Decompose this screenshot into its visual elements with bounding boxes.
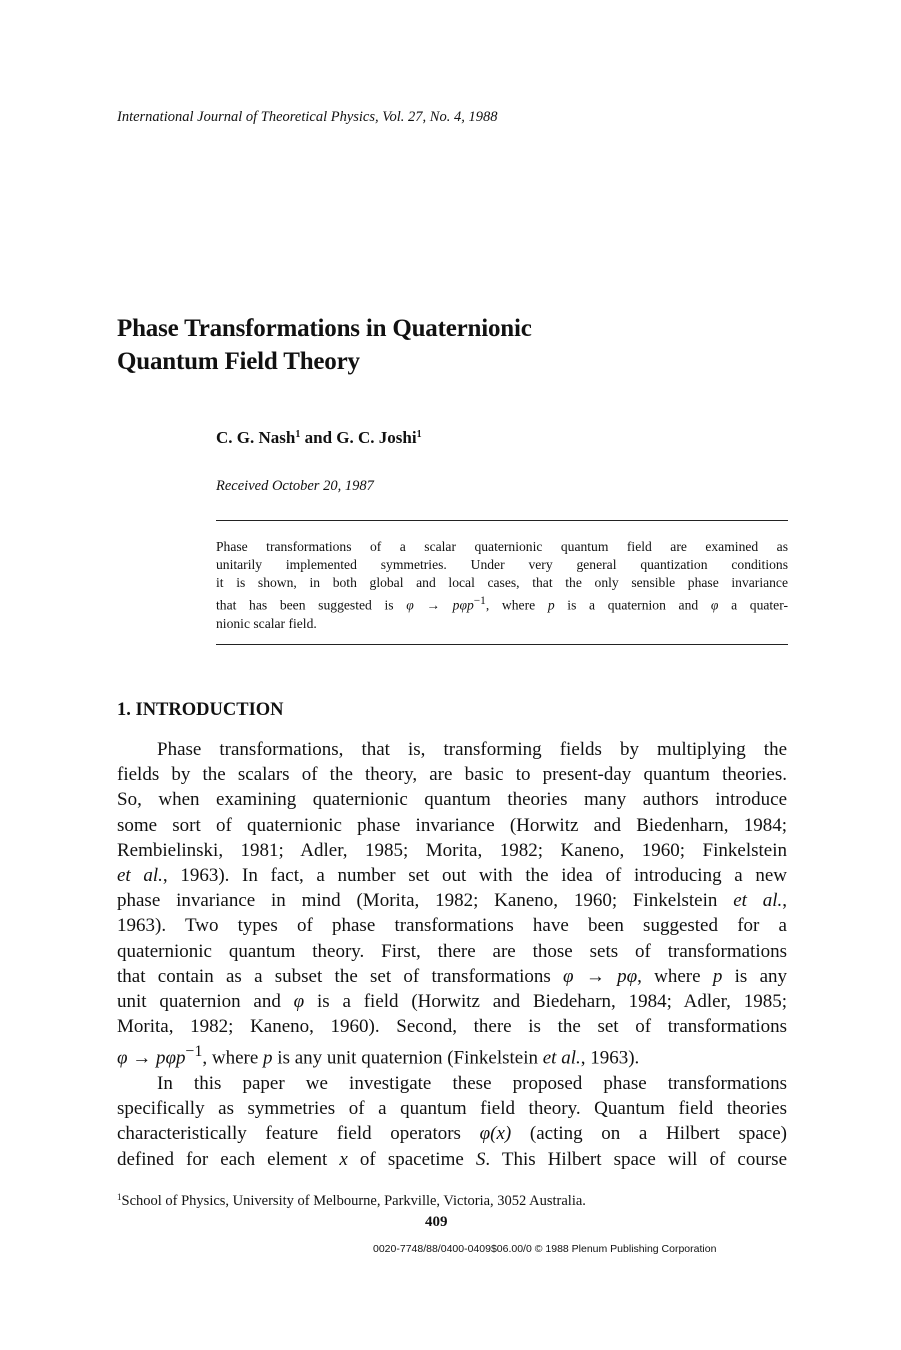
paragraph: In this paper we investigate these proposed phase transformations specifically as symmetries of a quantum field theory. Quantum field theories characteristically feature field operators φ(x) (acting on a Hilbert space) defined for each element x of spacetime S. This Hilbert space will of course [117,1072,788,1170]
abstract-line: that has been suggested is φ → pφp$^{-1}$, where p is a quaternion and φ a quater- [216,595,788,613]
author-conjunction: and [304,428,333,447]
title-line-2: Quantum Field Theory [117,348,360,375]
paper-title [117,312,532,378]
footnote [117,1192,586,1210]
abstract-bottom-rule [216,644,788,645]
copyright-line: 0020-7748/88/0400-0409$06.00/0 © 1988 Plenum Publishing Corporation [373,1243,717,1255]
abstract-line: Phase transformations of a scalar quaternionic quantum field are examined as [216,539,788,554]
title-line-1: Phase Transformations in Quaternionic [117,315,532,342]
abstract-line: it is shown, in both global and local cases, that the only sensible phase invariance [216,575,788,590]
footnote-text: School of Physics, University of Melbourne, Parkville, Victoria, 3052 Australia. [121,1193,586,1209]
math-expression: φ → pφ [563,965,638,987]
page-number: 409 [425,1214,448,1230]
affiliation-mark: 1 [416,429,422,440]
abstract-top-rule [216,520,788,521]
abstract-line: nionic scalar field. [216,615,317,631]
math-symbol: p [547,597,555,613]
author-name: C. G. Nash [216,428,296,447]
footnote-mark: 1 [117,1192,122,1202]
abstract-line: unitarily implemented symmetries. Under very general quantization conditions [216,557,788,572]
journal-citation: International Journal of Theoretical Physics, Vol. 27, No. 4, 1988 [117,109,498,125]
math-symbol: φ [710,597,719,613]
section-heading: 1. INTRODUCTION [117,700,284,720]
author-list [216,428,422,448]
received-date: Received October 20, 1987 [216,478,374,494]
affiliation-mark: 1 [295,429,301,440]
math-expression: φ(x) [479,1123,512,1145]
author-name: G. C. Joshi [336,428,417,447]
body-text [117,737,787,1172]
paragraph: Phase transformations, that is, transforming fields by multiplying the fields by the scalars of the theory, are basic to present-day quantum theories. So, when examining quaternionic quantum theories many authors introduce some sort of quaternionic phase invariance (Horwitz and Biedenharn, 1984; Rembielinski, 1981; Adler, 1985; Morita, 1982; Kaneno, 1960; Finkelstein et al., 1963). In fact, a number set out with the idea of introducing a new phase invariance in mind (Morita, 1982; Kaneno, 1960; Finkelstein et al., 1963). Two types of phase transformations have been suggested for a quaternionic quantum theory. First, there are those sets of transformations that contain as a subset the set of transformations φ → pφ, where p is any unit quaternion and φ is a field (Horwitz and Biedeharn, 1984; Adler, 1985; Morita, 1982; Kaneno, 1960). Second, there is the set of transformations φ → pφp$^{-1}$, where p is any unit quaternion (Finkelstein et al., 1963). [117,739,787,1069]
math-expression: φ → pφp [117,1047,186,1069]
math-expression: φ → pφp [406,597,474,613]
abstract [216,538,788,633]
